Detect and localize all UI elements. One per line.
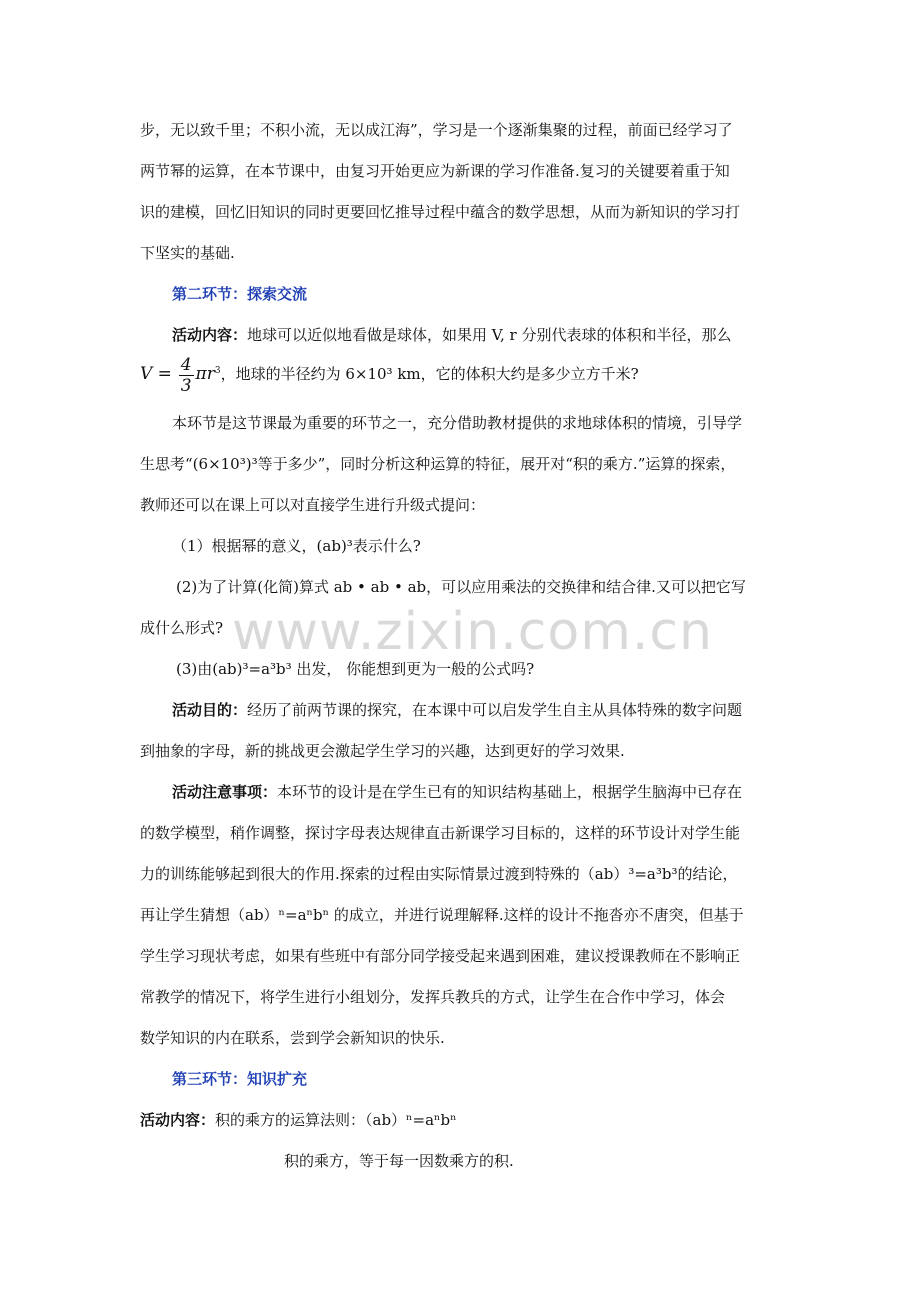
question-3: (3)由(ab)³=a³b³ 出发， 你能想到更为一般的公式吗? (176, 660, 535, 678)
activity-goal-line (172, 699, 742, 721)
section-heading: 第三环节：知识扩充 (172, 1070, 308, 1088)
activity-content-line (140, 1109, 457, 1131)
activity-content-line (172, 324, 731, 346)
question-1: （1）根据幂的意义，(ab)³表示什么? (172, 537, 421, 555)
watermark: www.zixin.com.cn (232, 602, 713, 662)
paragraph-line: 识的建模，回忆旧知识的同时更要回忆推导过程中蕴含的数学思想，从而为新知识的学习打 (140, 203, 741, 221)
rule-statement: 积的乘方，等于每一因数乘方的积. (284, 1152, 514, 1170)
activity-goal-label: 活动目的： (172, 701, 248, 719)
paragraph-line: 力的训练能够起到很大的作用.探索的过程由实际情景过渡到特殊的（ab）³=a³b³的结论， (140, 865, 738, 883)
formula-lhs: V = (140, 364, 172, 384)
fraction-numerator: 4 (180, 354, 192, 375)
question-2-cont: 成什么形式? (140, 619, 224, 637)
formula-exponent: 3 (214, 366, 221, 376)
paragraph-line: 学生学习现状考虑，如果有些班中有部分同学接受起来遇到困难，建议授课教师在不影响正 (140, 947, 741, 965)
formula-fraction (179, 355, 194, 396)
paragraph-line: 教师还可以在课上可以对直接学生进行升级式提问： (140, 496, 486, 514)
activity-goal-text: 经历了前两节课的探究，在本课中可以启发学生自主从具体特殊的数字问题 (247, 701, 743, 719)
activity-note-label: 活动注意事项： (172, 783, 278, 801)
paragraph-line: 生思考“(6×10³)³等于多少”，同时分析这种运算的特征，展开对“积的乘方.”运算的探索， (140, 455, 736, 473)
section-heading: 第二环节：探索交流 (172, 285, 308, 303)
paragraph-line: 到抽象的字母，新的挑战更会激起学生学习的兴趣，达到更好的学习效果. (140, 742, 625, 760)
activity-content-text: 积的乘方的运算法则：（ab）ⁿ=aⁿbⁿ (215, 1111, 457, 1129)
paragraph-line: 步，无以致千里；不积小流，无以成江海”，学习是一个逐渐集聚的过程，前面已经学习了 (140, 121, 733, 139)
activity-note-text: 本环节的设计是在学生已有的知识结构基础上，根据学生脑海中已存在 (277, 783, 743, 801)
paragraph-line: 的数学模型，稍作调整，探讨字母表达规律直击新课学习目标的，这样的环节设计对学生能 (140, 824, 741, 842)
paragraph-line: 数学知识的内在联系，尝到学会新知识的快乐. (140, 1029, 445, 1047)
activity-content-label: 活动内容： (140, 1111, 216, 1129)
formula-trailing-text: ，地球的半径约为 6×10³ km，它的体积大约是多少立方千米? (220, 365, 639, 383)
formula-rhs: πr (195, 364, 215, 384)
paragraph-line: 下坚实的基础. (140, 244, 235, 262)
paragraph-line: 常教学的情况下，将学生进行小组划分，发挥兵教兵的方式，让学生在合作中学习，体会 (140, 988, 726, 1006)
activity-note-line (172, 781, 742, 803)
paragraph-line: 两节幂的运算，在本节课中，由复习开始更应为新课的学习作准备.复习的关键要着重于知 (140, 162, 730, 180)
question-2: (2)为了计算(化简)算式 ab • ab • ab，可以应用乘法的交换律和结合律.又可以把它写 (176, 578, 746, 596)
fraction-denominator: 3 (180, 375, 192, 396)
activity-content-text: 地球可以近似地看做是球体，如果用 V, r 分别代表球的体积和半径，那么 (247, 326, 732, 344)
paragraph-line: 再让学生猜想（ab）ⁿ=aⁿbⁿ 的成立，并进行说理解释.这样的设计不拖沓亦不唐突，但基于 (140, 906, 744, 924)
activity-content-label: 活动内容： (172, 326, 248, 344)
paragraph-line: 本环节是这节课最为重要的环节之一，充分借助教材提供的求地球体积的情境，引导学 (172, 414, 743, 432)
volume-formula-line (140, 352, 639, 396)
